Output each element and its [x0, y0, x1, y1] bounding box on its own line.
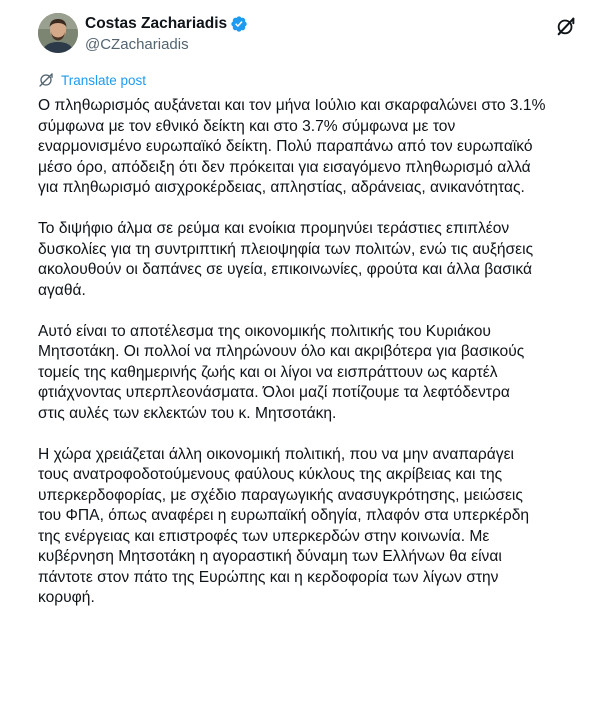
avatar-image: [38, 13, 78, 53]
verified-badge-icon: [230, 15, 248, 33]
translate-icon: [38, 72, 54, 88]
post-paragraph-3: Αυτό είναι το αποτέλεσμα της οικονομικής πολιτικής του Κυριάκου Μητσοτάκη. Οι πολλοί να πληρώνουν όλο και ακριβότερα για βασικούς τομείς της καθημερινής ζωής και οι λίγοι να εισπράττουν ως καρτέλ φτιάχνοντας υπερπλεονάσματα. Όλοι μαζί ποτίζουμε τα λεφτόδεντρα στις αυλές των εκλεκτών του κ. Μητσοτάκη.: [38, 322, 525, 422]
avatar[interactable]: [38, 13, 78, 53]
translate-post-label: Translate post: [61, 72, 147, 88]
grok-slash-icon[interactable]: [555, 15, 577, 37]
post-paragraph-2: Το διψήφιο άλμα σε ρεύμα και ενοίκια προμηνύει τεράστιες επιπλέον δυσκολίες για τη συντριπτική πλειοψηφία των πολιτών, ενώ τις αυξήσεις ακολουθούν οι δαπάνες σε υγεία, επικοινωνίες, φρούτα και άλλα βασικά αγαθά.: [38, 220, 534, 299]
display-name[interactable]: Costas Zachariadis: [85, 15, 228, 32]
post-text: [38, 96, 593, 629]
post-paragraph-1: Ο πληθωρισμός αυξάνεται και τον μήνα Ιούλιο και σκαρφαλώνει στο 3.1% σύμφωνα με τον εθνικό δείκτη και στο 3.7% σύμφωνα με τον εναρμονισμένο ευρωπαϊκό δείκτη. Πολύ παραπάνω από τον ευρωπαϊκό μέσο όρο, απόδειξη ότι δεν πρόκειται για εισαγόμενο πληθωρισμό αλλά για πληθωρισμό αισχροκέρδειας, απληστίας, αδράνειας, ανικανότητας.: [38, 97, 546, 196]
post-paragraph-4: Η χώρα χρειάζεται άλλη οικονομική πολιτική, που να μην αναπαράγει τους ανατροφοδοτούμενους φαύλους κύκλους της ακρίβειας και της υπερκερδοφορίας, με σχέδιο παραγωγικής ανασυγκρότησης, μειώσεις του ΦΠΑ, όπως αναφέρει η ευρωπαϊκή οδηγία, πλαφόν στα υπερκέρδη της ενέργειας και επιστροφές των υπερκερδών στην κοινωνία. Με κυβέρνηση Μητσοτάκη η αγοραστική δύναμη των Ελλήνων θα είναι πάντοτε στον πάτο της Ευρώπης και η κερδοφορία των λίγων στην κορυφή.: [38, 445, 530, 606]
author-handle[interactable]: @CZachariadis: [85, 36, 189, 53]
translate-post-link[interactable]: [38, 72, 146, 88]
post-header: [38, 13, 583, 59]
display-name-row: [85, 14, 248, 34]
author-names: [85, 14, 248, 53]
